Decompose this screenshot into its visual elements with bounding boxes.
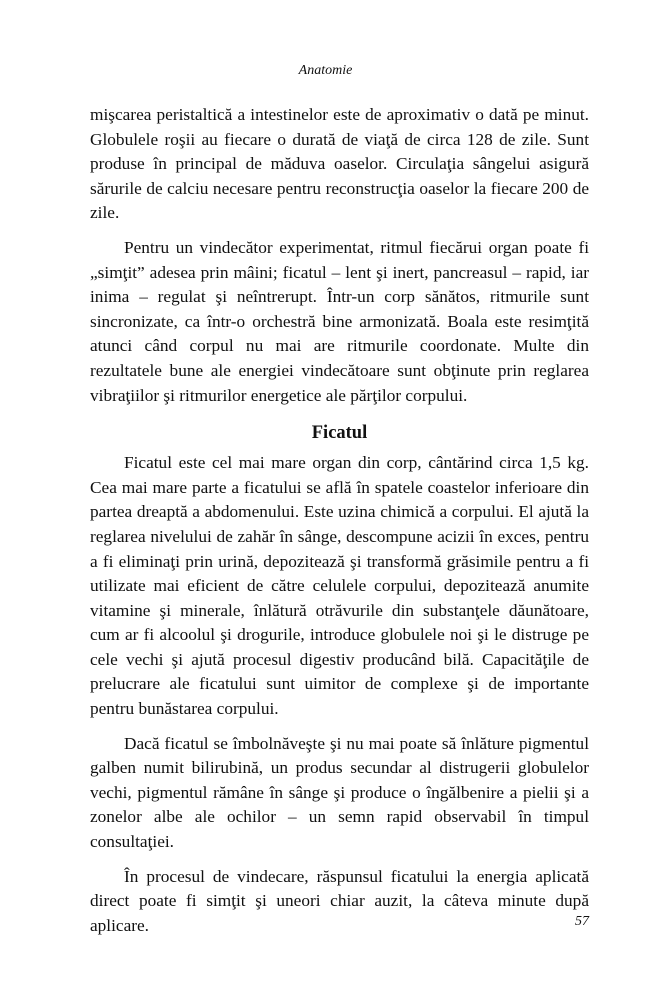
paragraph-organ-rhythms: Pentru un vindecător experimentat, ritmul fiecărui organ poate fi „simţit” adesea prin mâini; ficatul – lent şi inert, pancreasul – rapid, iar inima – regulat şi neîntrerupt. Într-un corp sănătos, ritmurile sunt sincronizate, ca într-o orchestră bine armonizată. Boala este resimţită atunci când corpul nu mai are ritmurile coordonate. Multe din rezultatele bune ale energiei vindecătoare sunt obţinute prin reglarea vibraţiilor şi ritmurilor energetice ale părţilor corpului. (90, 237, 589, 405)
paragraph-liver-functions: Ficatul este cel mai mare organ din corp, cântărind circa 1,5 kg. Cea mai mare parte a ficatului se află în spatele coastelor inferioare din partea dreaptă a abdomenului. Este uzina chimică a corpului. El ajută la reglarea nivelului de zahăr în sânge, descompune acizii în exces, pentru a fi eliminaţi prin urină, depozitează şi transformă grăsimile pentru a fi utilizate mai eficient de către celulele corpului, depozitează anumite vitamine şi minerale, înlătură otrăvurile din substanţele dăunătoare, cum ar fi alcoolul şi drogurile, introduce globulele noi şi le distruge pe cele vechi şi ajută procesul digestiv producând bilă. Capacităţile de prelucrare ale ficatului sunt uimitor de complexe şi de importante pentru bunăstarea corpului. (90, 453, 589, 719)
page-number: 57 (575, 914, 589, 929)
paragraph-continuation: mişcarea peristaltică a intestinelor este de aproximativ o dată pe minut. Globulele roşii au fiecare o durată de viaţă de circa 128 de zile. Sunt produse în principal de măduva oaselor. Circulaţia sângelui asigură sărurile de calciu necesare pentru reconstrucţia oaselor la fiecare 200 de zile. (90, 105, 589, 223)
body-text (90, 103, 589, 938)
paragraph-bilirubin: Dacă ficatul se îmbolnăveşte şi nu mai poate să înlăture pigmentul galben numit bilirubină, un produs secundar al distrugerii globulelor vechi, pigmentul rămâne în sânge şi produce o îngălbenire a pielii şi a zonelor albe ale ochilor – un semn rapid observabil în timpul consultaţiei. (90, 733, 589, 852)
running-head-title: Anatomie (298, 63, 353, 78)
section-heading: Ficatul (311, 423, 368, 444)
paragraph-healing-response: În procesul de vindecare, răspunsul ficatului la energia aplicată direct poate fi simţit şi uneori chiar auzit, la câteva minute după aplicare. (90, 866, 589, 935)
